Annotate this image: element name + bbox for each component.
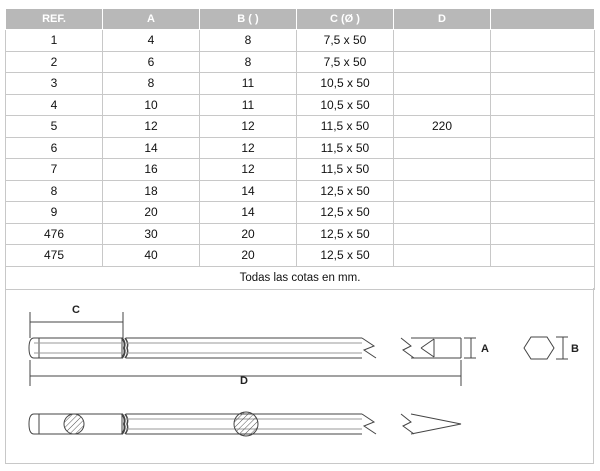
tip-taper: [421, 339, 434, 357]
table-cell: 12,5 x 50: [297, 223, 394, 245]
table-cell: [491, 51, 595, 73]
table-cell: 14: [200, 180, 297, 202]
table-cell: 11: [200, 94, 297, 116]
table-cell: 12: [200, 159, 297, 181]
table-row: [6, 30, 595, 52]
table-cell: 16: [103, 159, 200, 181]
table-cell: 11,5 x 50: [297, 116, 394, 138]
table-cell: 20: [200, 245, 297, 267]
header-a: A: [103, 9, 200, 30]
collar-b-2: [125, 414, 128, 434]
table-cell: 18: [103, 180, 200, 202]
header-extra: [491, 9, 595, 30]
collar-2: [125, 338, 128, 358]
break-line-4: [401, 414, 414, 434]
table-row: [6, 180, 595, 202]
table-cell: [491, 202, 595, 224]
table-cell: [394, 202, 491, 224]
table-cell: 10,5 x 50: [297, 73, 394, 95]
table-cell: 7,5 x 50: [297, 30, 394, 52]
label-c: C: [72, 304, 80, 316]
table-cell: [394, 159, 491, 181]
table-cell: [491, 223, 595, 245]
chisel-point: [411, 414, 461, 434]
table-cell: [394, 51, 491, 73]
table-cell: 30: [103, 223, 200, 245]
table-cell: [394, 245, 491, 267]
break-line-3: [362, 414, 376, 434]
spec-table: [5, 8, 595, 290]
table-cell: 3: [6, 73, 103, 95]
table-cell: 8: [103, 73, 200, 95]
spec-table-wrapper: [5, 8, 594, 290]
table-cell: 476: [6, 223, 103, 245]
break-line-2: [401, 338, 414, 358]
table-row: [6, 223, 595, 245]
table-row: [6, 137, 595, 159]
table-cell: 12,5 x 50: [297, 245, 394, 267]
table-cell: [491, 30, 595, 52]
table-cell: 12,5 x 50: [297, 180, 394, 202]
chisel-top-view: [29, 412, 461, 436]
table-cell: 20: [200, 223, 297, 245]
table-cell: 5: [6, 116, 103, 138]
shank-section-hatch: [64, 414, 84, 434]
label-a: A: [481, 343, 489, 355]
table-row: [6, 94, 595, 116]
table-cell: 6: [6, 137, 103, 159]
table-cell: 20: [103, 202, 200, 224]
units-note: Todas las cotas en mm.: [6, 266, 595, 289]
table-row: [6, 202, 595, 224]
table-cell: [491, 159, 595, 181]
table-cell: 8: [6, 180, 103, 202]
table-cell: 40: [103, 245, 200, 267]
table-cell: [491, 137, 595, 159]
table-row: [6, 51, 595, 73]
table-cell: 11,5 x 50: [297, 159, 394, 181]
table-row: [6, 159, 595, 181]
table-cell: 7: [6, 159, 103, 181]
table-cell: 7,5 x 50: [297, 51, 394, 73]
break-line-1: [362, 338, 376, 358]
table-cell: 8: [200, 51, 297, 73]
table-cell: [491, 245, 595, 267]
table-cell: 12: [200, 137, 297, 159]
table-cell: 6: [103, 51, 200, 73]
table-cell: 8: [200, 30, 297, 52]
table-cell: 1: [6, 30, 103, 52]
table-cell: [394, 94, 491, 116]
table-cell: [394, 223, 491, 245]
table-cell: 220: [394, 116, 491, 138]
table-cell: [394, 30, 491, 52]
table-cell: 2: [6, 51, 103, 73]
table-header-row: [6, 9, 595, 30]
table-cell: 10: [103, 94, 200, 116]
table-cell: 9: [6, 202, 103, 224]
header-b: B ( ): [200, 9, 297, 30]
table-body: [6, 30, 595, 267]
table-cell: 14: [103, 137, 200, 159]
table-cell: [491, 116, 595, 138]
table-cell: 4: [6, 94, 103, 116]
table-cell: [394, 73, 491, 95]
table-cell: [491, 180, 595, 202]
table-cell: 11,5 x 50: [297, 137, 394, 159]
table-cell: 4: [103, 30, 200, 52]
table-cell: [491, 73, 595, 95]
header-ref: REF.: [6, 9, 103, 30]
table-cell: 12: [200, 116, 297, 138]
label-d: D: [240, 375, 248, 387]
table-cell: [394, 137, 491, 159]
table-cell: 12: [103, 116, 200, 138]
header-d: D: [394, 9, 491, 30]
chisel-drawing-svg: [6, 288, 593, 463]
table-cell: 12,5 x 50: [297, 202, 394, 224]
table-cell: 475: [6, 245, 103, 267]
table-row: [6, 73, 595, 95]
table-cell: [394, 180, 491, 202]
table-row: [6, 245, 595, 267]
table-cell: 10,5 x 50: [297, 94, 394, 116]
technical-drawing: [5, 288, 594, 464]
table-cell: 14: [200, 202, 297, 224]
table-cell: [491, 94, 595, 116]
shank-outline: [29, 338, 122, 358]
label-b: B: [571, 343, 579, 355]
body-section-hatch: [234, 412, 258, 436]
hexagon-section: [524, 337, 554, 359]
note-row: [6, 266, 595, 289]
table-row: [6, 116, 595, 138]
table-cell: 11: [200, 73, 297, 95]
header-c: C (Ø ): [297, 9, 394, 30]
